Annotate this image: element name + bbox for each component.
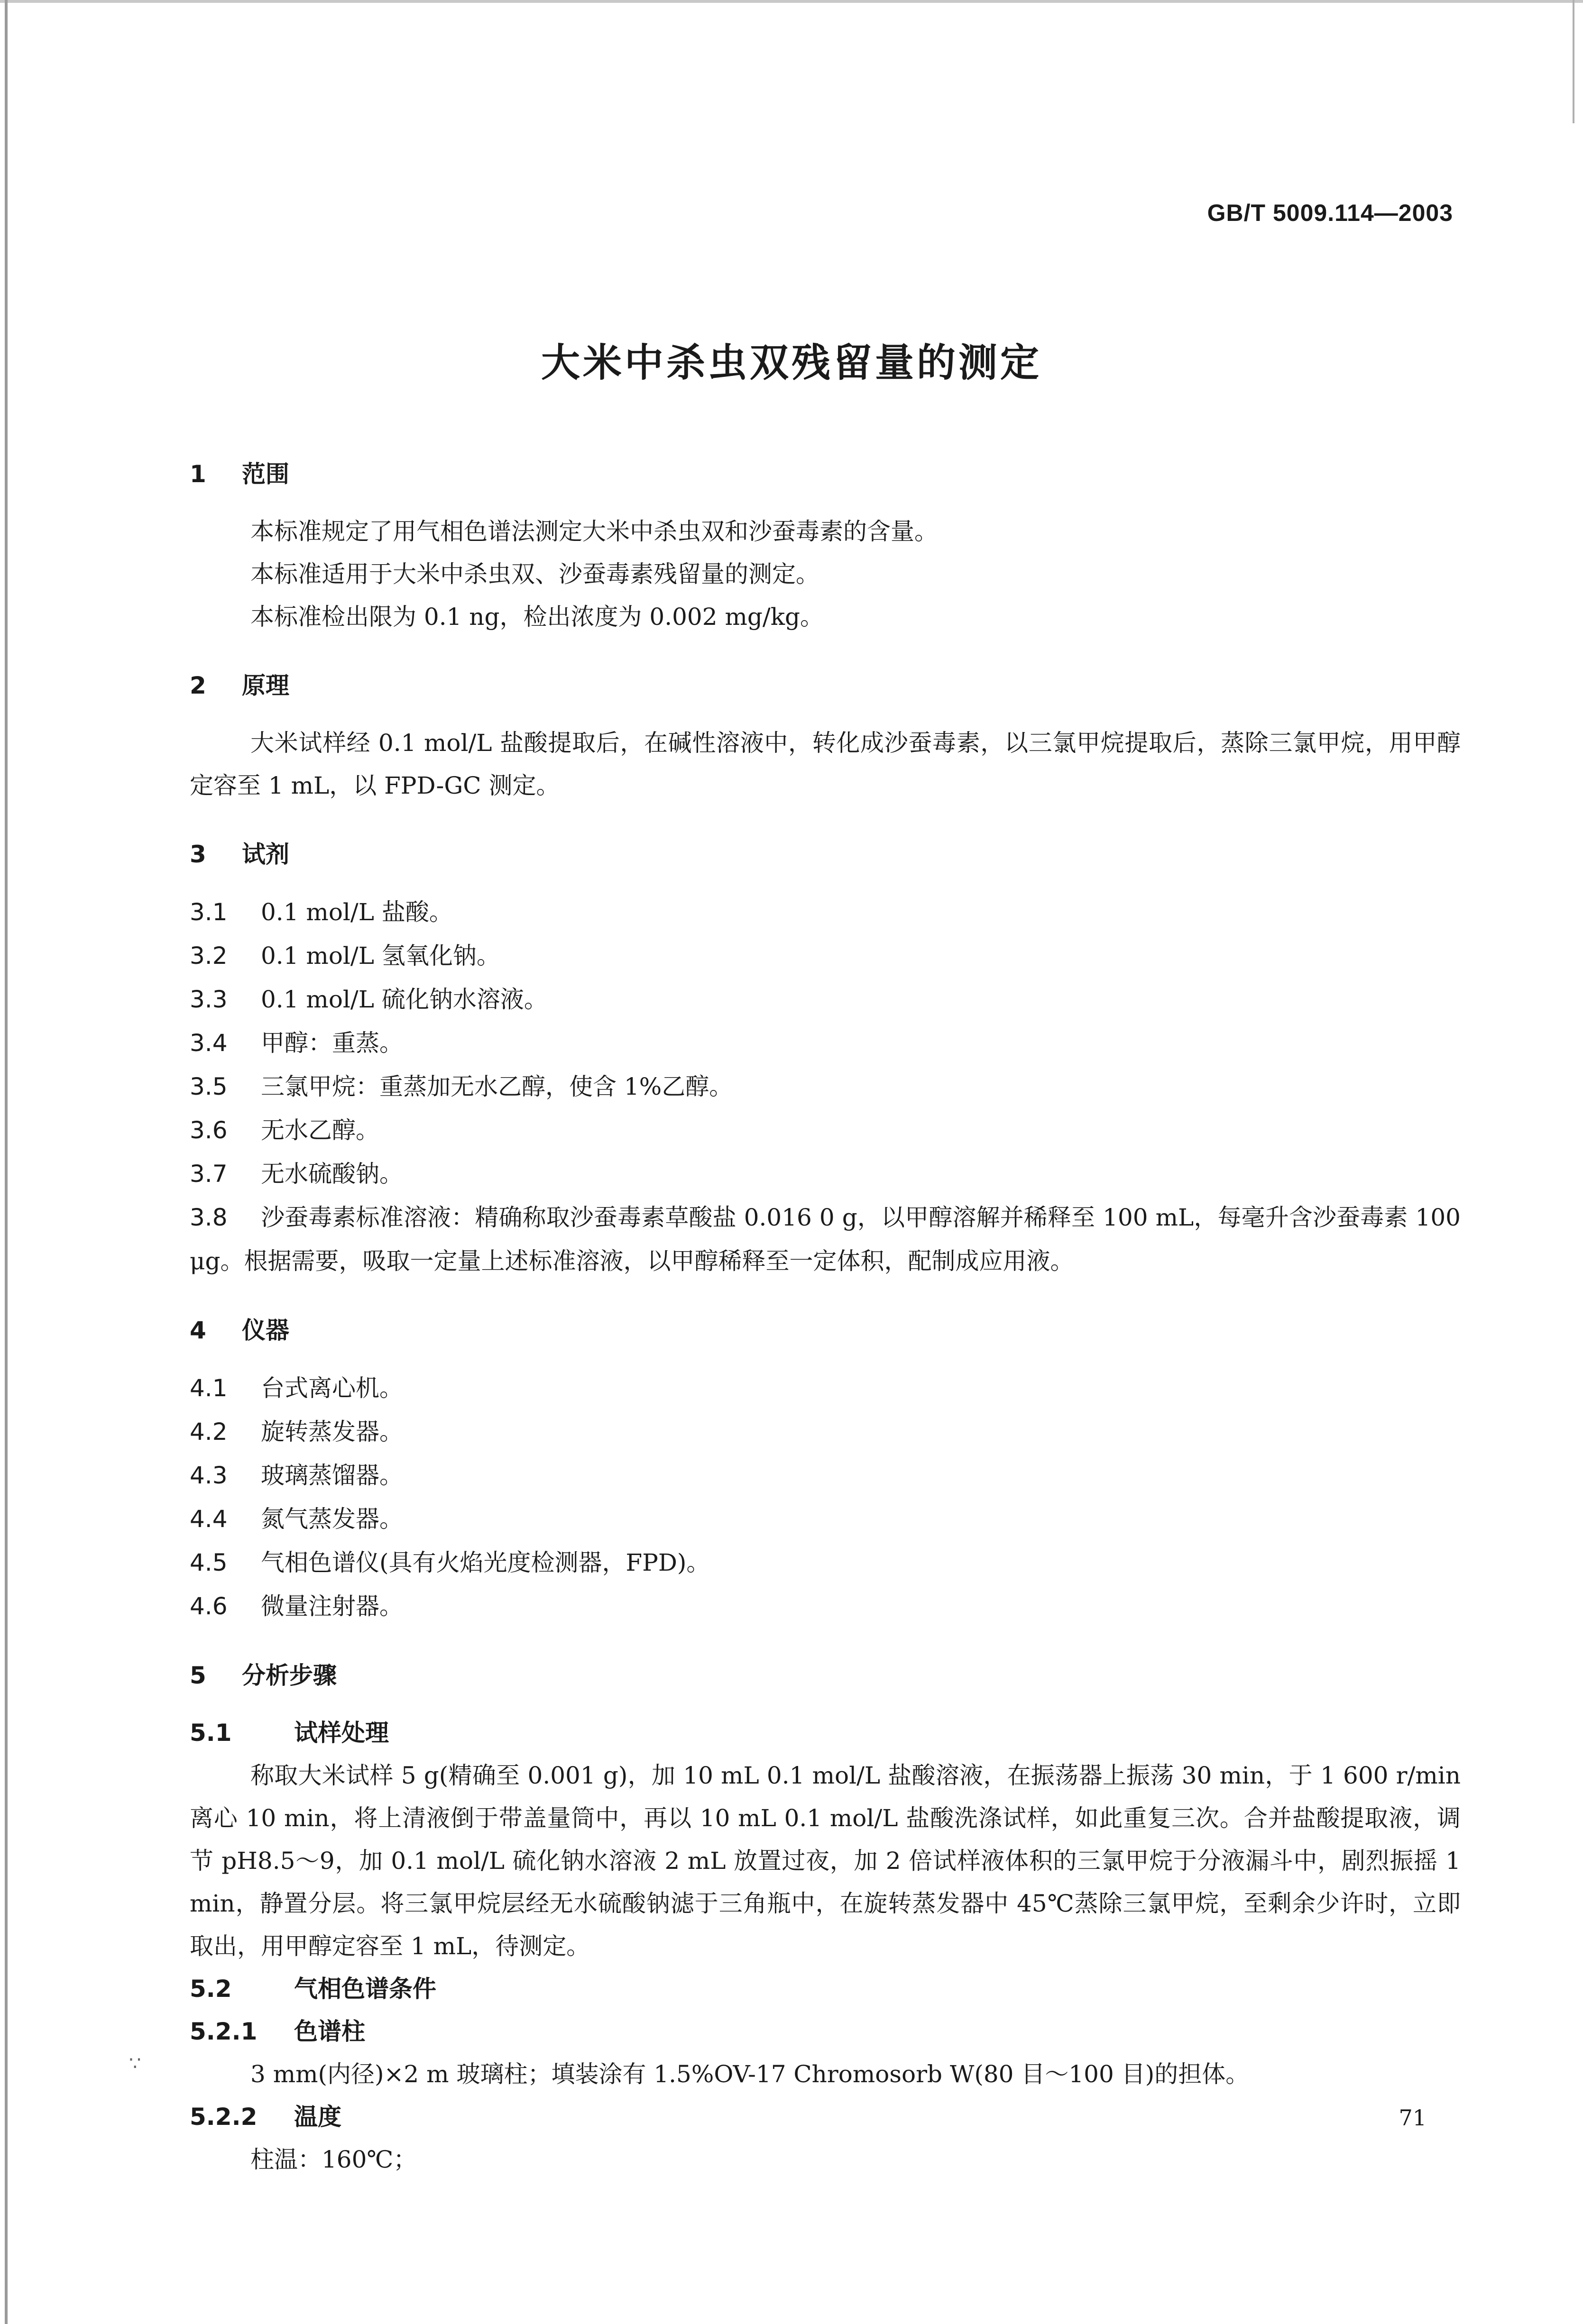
- item-number: 3.4: [190, 1029, 228, 1057]
- subsection-title: 气相色谱条件: [294, 1975, 436, 2003]
- subsection-heading-sample-treatment: [190, 1711, 1461, 1754]
- section-number: 1: [190, 460, 206, 488]
- item-text: 玻璃蒸馏器。: [261, 1462, 403, 1489]
- item-text: 无水硫酸钠。: [261, 1160, 403, 1188]
- subsection-number: 5.2.2: [190, 2103, 258, 2131]
- section-number: 2: [190, 672, 206, 699]
- subsection-heading-column: [190, 2010, 1461, 2053]
- item-text: 0.1 mol/L 盐酸。: [261, 898, 453, 926]
- apparatus-item: [190, 1541, 1461, 1584]
- item-number: 4.4: [190, 1505, 228, 1533]
- scope-paragraph: 本标准规定了用气相色谱法测定大米中杀虫双和沙蚕毒素的含量。: [250, 518, 938, 545]
- apparatus-item: [190, 1584, 1461, 1628]
- standard-number: GB/T 5009.114—2003: [1207, 200, 1453, 226]
- section-title: 仪器: [242, 1317, 289, 1344]
- document-title: 大米中杀虫双残留量的测定: [541, 340, 1042, 385]
- item-number: 3.2: [190, 942, 228, 970]
- section-title: 范围: [242, 460, 289, 488]
- section-number: 3: [190, 841, 206, 868]
- reagent-item: [190, 1065, 1461, 1108]
- item-text: 沙蚕毒素标准溶液：精确称取沙蚕毒素草酸盐 0.016 0 g，以甲醇溶解并稀释至 100 mL，每毫升含沙蚕毒素 100 μg。根据需要，吸取一定量上述标准溶液，以甲醇稀释至一定体积，配制成应用液。: [190, 1204, 1461, 1275]
- item-text: 甲醇：重蒸。: [261, 1029, 403, 1057]
- section-number: 4: [190, 1317, 206, 1344]
- subsection-title: 试样处理: [294, 1719, 389, 1747]
- scope-paragraph: 本标准适用于大米中杀虫双、沙蚕毒素残留量的测定。: [250, 560, 819, 588]
- scope-paragraph: 本标准检出限为 0.1 ng，检出浓度为 0.002 mg/kg。: [250, 603, 824, 631]
- section-heading-reagents: [190, 835, 1461, 873]
- item-text: 台式离心机。: [261, 1374, 403, 1402]
- item-text: 无水乙醇。: [261, 1116, 379, 1144]
- section-heading-procedure: [190, 1656, 1461, 1694]
- page-number: 71: [1399, 2105, 1427, 2131]
- item-text: 微量注射器。: [261, 1592, 403, 1620]
- item-text: 0.1 mol/L 氢氧化钠。: [261, 942, 500, 970]
- item-number: 3.3: [190, 986, 228, 1013]
- subsection-number: 5.2.1: [190, 2018, 258, 2045]
- item-number: 4.6: [190, 1592, 228, 1620]
- document-body: [190, 455, 1461, 2181]
- item-text: 气相色谱仪(具有火焰光度检测器，FPD)。: [261, 1549, 710, 1576]
- temperature-paragraph: 柱温：160℃；: [250, 2146, 417, 2173]
- scan-edge-top: [0, 0, 1583, 3]
- subsection-heading-temperature: [190, 2095, 1461, 2138]
- section-title: 分析步骤: [242, 1662, 337, 1689]
- apparatus-item: [190, 1454, 1461, 1497]
- item-number: 4.5: [190, 1549, 228, 1576]
- section-heading-apparatus: [190, 1311, 1461, 1349]
- reagent-item: [190, 1108, 1461, 1152]
- reagent-item: [190, 1021, 1461, 1065]
- item-text: 三氯甲烷：重蒸加无水乙醇，使含 1%乙醇。: [261, 1073, 733, 1100]
- subsection-title: 色谱柱: [294, 2018, 365, 2045]
- section-heading-scope: [190, 455, 1461, 493]
- scan-speck: ∵: [129, 2053, 141, 2075]
- reagent-item: [190, 890, 1461, 934]
- item-text: 0.1 mol/L 硫化钠水溶液。: [261, 986, 548, 1013]
- apparatus-item: [190, 1410, 1461, 1454]
- section-title: 原理: [242, 672, 289, 699]
- subsection-title: 温度: [294, 2103, 341, 2131]
- item-number: 4.1: [190, 1374, 228, 1402]
- reagent-item: [190, 1152, 1461, 1196]
- subsection-number: 5.2: [190, 1975, 232, 2003]
- section-heading-principle: [190, 667, 1461, 705]
- item-text: 氮气蒸发器。: [261, 1505, 403, 1533]
- section-number: 5: [190, 1662, 206, 1689]
- section-title: 试剂: [242, 841, 289, 868]
- item-number: 3.7: [190, 1160, 228, 1188]
- item-number: 3.5: [190, 1073, 228, 1100]
- sample-treatment-paragraph: 称取大米试样 5 g(精确至 0.001 g)，加 10 mL 0.1 mol/L 盐酸溶液，在振荡器上振荡 30 min，于 1 600 r/min离心 10 min，将上清液倒于带盖量筒中，再以 10 mL 0.1 mol/L 盐酸洗涤试样，如此重复三次。合并盐酸提取液，调节 pH8.5～9，加 0.1 mol/L 硫化钠水溶液 2 mL 放置过夜，加 2 倍试样液体积的三氯甲烷于分液漏斗中，剧烈振摇 1 min，静置分层。将三氯甲烷层经无水硫酸钠滤于三角瓶中，在旋转蒸发器中 45℃蒸除三氯甲烷，至剩余少许时，立即取出，用甲醇定容至 1 mL，待测定。: [190, 1762, 1461, 1960]
- item-number: 4.3: [190, 1462, 228, 1489]
- apparatus-item: [190, 1497, 1461, 1541]
- item-number: 3.1: [190, 898, 228, 926]
- principle-paragraph: 大米试样经 0.1 mol/L 盐酸提取后，在碱性溶液中，转化成沙蚕毒素，以三氯甲烷提取后，蒸除三氯甲烷，用甲醇定容至 1 mL，以 FPD-GC 测定。: [190, 729, 1461, 799]
- scan-edge-right: [1573, 0, 1574, 123]
- item-number: 3.6: [190, 1116, 228, 1144]
- reagent-item: [190, 978, 1461, 1021]
- subsection-heading-gc-conditions: [190, 1967, 1461, 2010]
- item-text: 旋转蒸发器。: [261, 1418, 403, 1446]
- item-number: 3.8: [190, 1204, 228, 1231]
- reagent-item: [190, 1196, 1461, 1283]
- apparatus-item: [190, 1366, 1461, 1410]
- subsection-number: 5.1: [190, 1719, 232, 1747]
- column-paragraph: 3 mm(内径)×2 m 玻璃柱；填装涂有 1.5%OV-17 Chromosorb W(80 目～100 目)的担体。: [250, 2060, 1250, 2088]
- reagent-item: [190, 934, 1461, 978]
- item-number: 4.2: [190, 1418, 228, 1446]
